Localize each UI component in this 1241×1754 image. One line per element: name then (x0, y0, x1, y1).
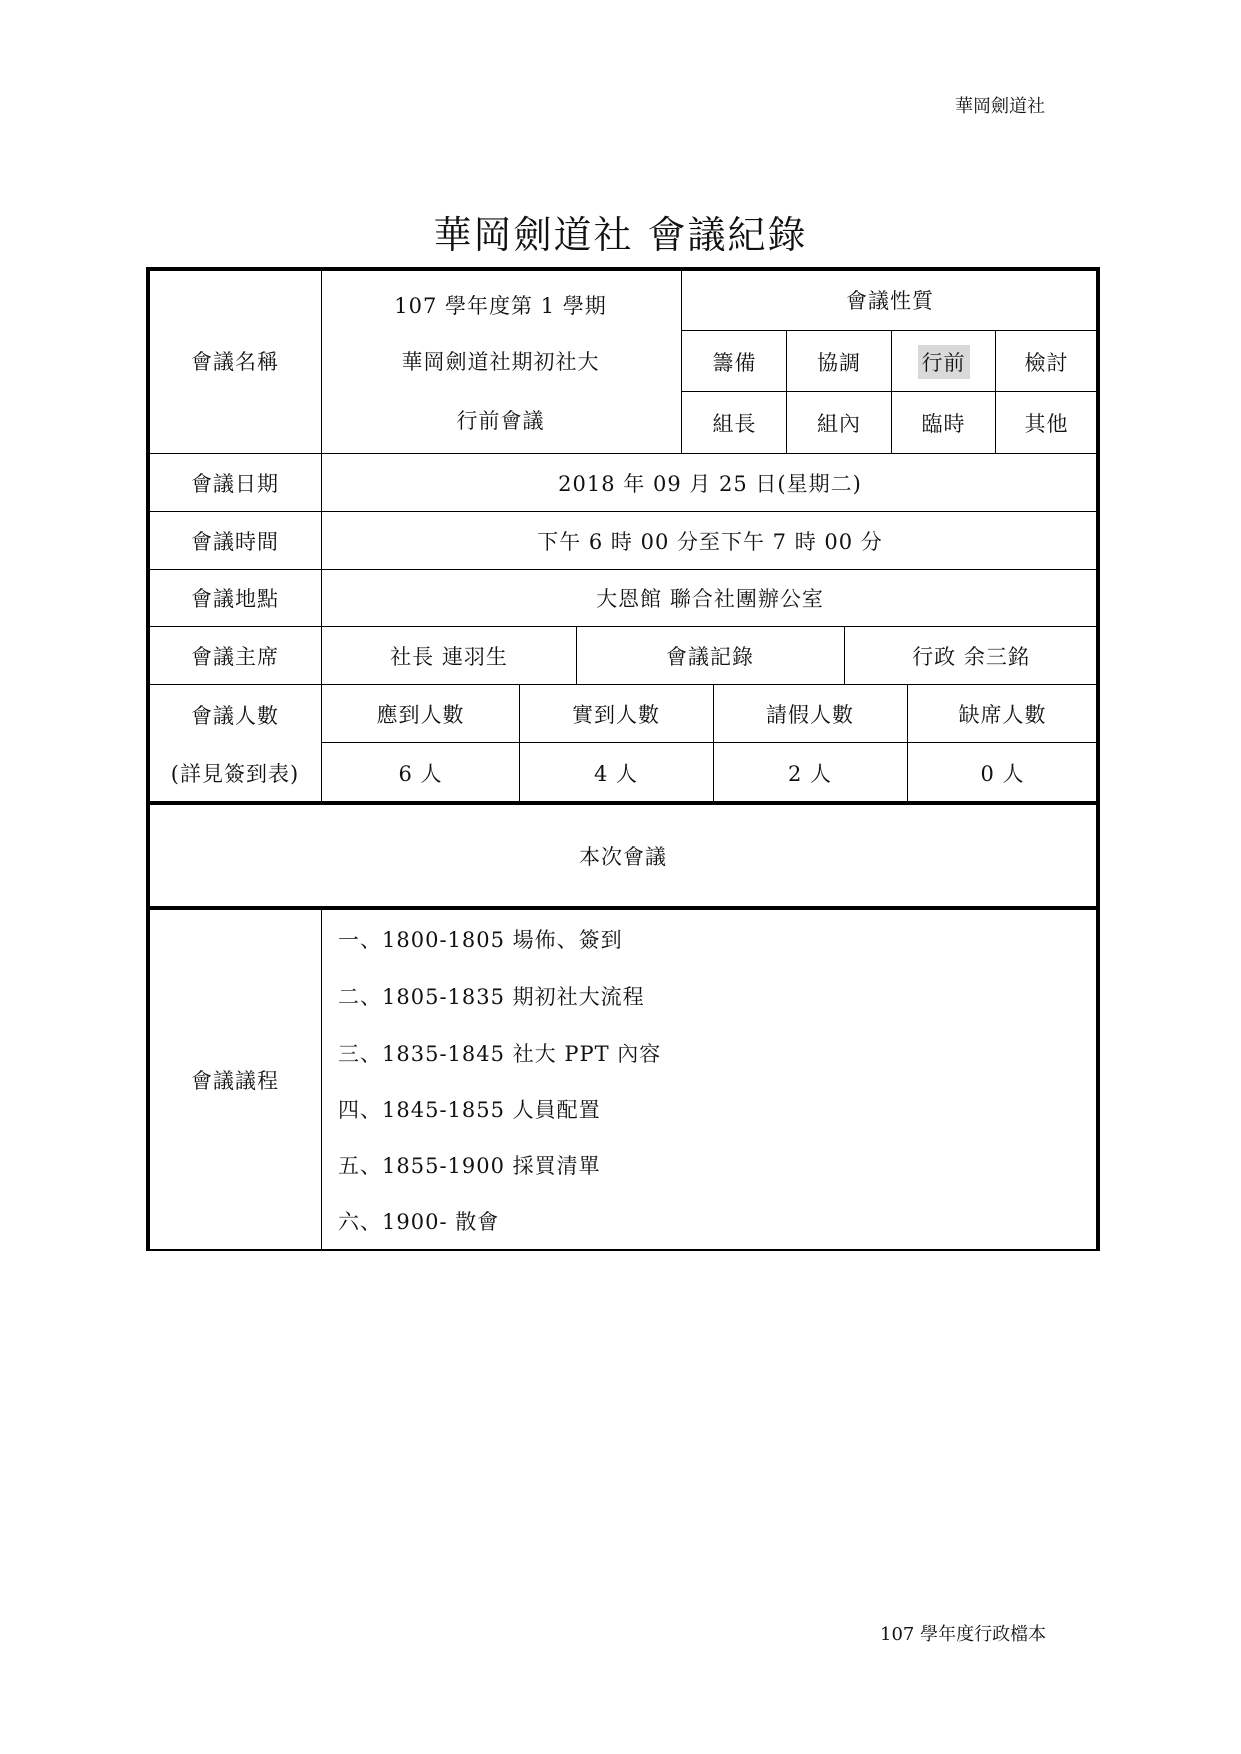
table-border (148, 684, 1098, 685)
agenda-item: 五、1855-1900 採買清單 (338, 1154, 601, 1178)
nature-option-prep: 籌備 (712, 350, 757, 375)
table-border (907, 684, 908, 802)
meeting-place-label: 會議地點 (191, 587, 279, 611)
meeting-date-value: 2018 年 09 月 25 日(星期二) (558, 472, 862, 496)
table-border (148, 453, 1098, 454)
nature-option-group-leader: 組長 (712, 412, 757, 436)
table-border (682, 330, 1098, 331)
meeting-nature-label: 會議性質 (846, 289, 934, 313)
attendance-header-expected: 應到人數 (376, 703, 465, 727)
table-border (146, 801, 1100, 805)
table-border (576, 626, 577, 684)
meeting-place-value: 大恩館 聯合社團辦公室 (596, 587, 824, 611)
table-border (322, 742, 1098, 743)
meeting-recorder-value: 行政 余三銘 (912, 644, 1030, 669)
meeting-name-label: 會議名稱 (191, 350, 279, 374)
attendance-header-absent: 缺席人數 (958, 703, 1047, 727)
table-border (321, 269, 322, 803)
table-border (1096, 267, 1100, 1251)
table-border (681, 269, 682, 453)
table-border (148, 511, 1098, 512)
table-border (146, 906, 1100, 910)
attendance-value-absent: 0 人 (980, 762, 1025, 786)
meeting-chair-label: 會議主席 (191, 644, 279, 669)
header-org-name: 華岡劍道社 (955, 96, 1045, 117)
attendance-label: 會議人數 (191, 703, 279, 728)
nature-option-intra-group: 組內 (817, 412, 861, 436)
nature-selected-highlight: 行前 (918, 345, 970, 379)
attendance-header-present: 實到人數 (572, 703, 660, 727)
agenda-label: 會議議程 (191, 1069, 279, 1093)
current-meeting-section: 本次會議 (579, 845, 667, 869)
meeting-date-label: 會議日期 (191, 472, 279, 496)
agenda-item: 二、1805-1835 期初社大流程 (338, 985, 645, 1009)
nature-option-coordination: 協調 (817, 350, 861, 375)
attendance-label-note: (詳見簽到表) (170, 761, 300, 786)
table-border (148, 569, 1098, 570)
meeting-name-line-1: 107 學年度第 1 學期 (394, 294, 607, 318)
table-border (995, 330, 996, 453)
attendance-value-expected: 6 人 (398, 762, 443, 786)
meeting-recorder-label: 會議記錄 (666, 644, 754, 669)
meeting-name-line-2: 華岡劍道社期初社大 (401, 350, 600, 374)
table-border (519, 684, 520, 802)
table-border (146, 267, 150, 1251)
table-border (682, 391, 1098, 392)
table-border (844, 626, 845, 684)
agenda-item: 三、1835-1845 社大 PPT 內容 (338, 1042, 662, 1066)
meeting-time-label: 會議時間 (191, 529, 279, 554)
nature-option-other: 其他 (1024, 412, 1069, 436)
table-border (713, 684, 714, 802)
attendance-value-present: 4 人 (593, 762, 639, 786)
table-border (146, 1249, 1100, 1251)
meeting-time-value: 下午 6 時 00 分至下午 7 時 00 分 (537, 529, 883, 554)
nature-option-review: 檢討 (1024, 350, 1069, 375)
attendance-value-leave: 2 人 (787, 762, 833, 786)
table-border (891, 330, 892, 453)
table-border (146, 267, 1100, 271)
meeting-name-line-3: 行前會議 (456, 409, 545, 433)
meeting-chair-value: 社長 連羽生 (390, 644, 508, 669)
table-border (786, 330, 787, 453)
nature-option-pre-event (892, 333, 995, 390)
table-border (321, 908, 322, 1250)
nature-option-ad-hoc: 臨時 (921, 412, 966, 436)
footer-archive-label: 107 學年度行政檔本 (880, 1624, 1047, 1645)
table-border (148, 626, 1098, 627)
document-title: 華岡劍道社 會議紀錄 (433, 213, 808, 257)
agenda-item: 一、1800-1805 場佈、簽到 (338, 928, 623, 952)
agenda-item: 四、1845-1855 人員配置 (338, 1098, 601, 1122)
attendance-header-leave: 請假人數 (766, 703, 854, 727)
agenda-item: 六、1900- 散會 (338, 1210, 500, 1234)
